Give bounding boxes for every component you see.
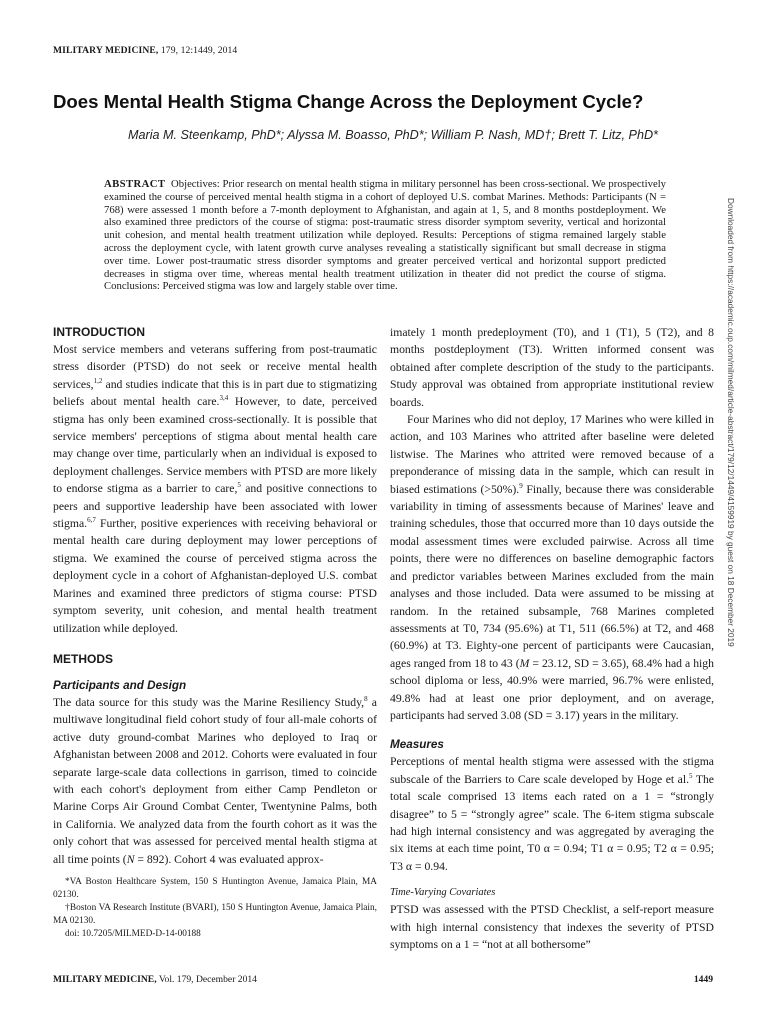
page-footer [53, 974, 713, 985]
participants-paragraph: The data source for this study was the Marine Resiliency Study,$^8$ a multiwave longitudinal field cohort study of four all-male cohorts of active duty ground-combat Marines who deployed to Iraq or Afghanistan between 2008 and 2012. Cohorts were evaluated in four separate large-scale data collections in garrison, timed to coincide with each cohort's deployment from either Camp Pendleton or Marine Corps Air Ground Combat Center, Twentynine Palms, both in California. We analyzed data from the fourth cohort as it was the only cohort that was assessed for perceived mental health stigma at all time points (N = 892). Cohort 4 was evaluated approx- [53, 695, 377, 866]
covariates-paragraph: PTSD was assessed with the PTSD Checklist, a self-report measure with high internal consistency that indexes the severity of PTSD symptoms on a 1 = “not at all bothersome” [390, 903, 714, 951]
abstract-label: ABSTRACT [104, 178, 166, 190]
measures-paragraph: Perceptions of mental health stigma were assessed with the stigma subscale of the Barriers to Care scale developed by Hoge et al.$^5$ The total scale comprised 13 items each rated on a 1 = “strongly disagree” to 5 = “strongly agree” scale. The 6-item stigma subscale had high internal consistency and was aggregated by averaging the six items at each time point, T0 α = 0.94; T1 α = 0.95; T2 α = 0.95; T3 α = 0.94. [390, 755, 714, 873]
introduction-paragraph: Most service members and veterans suffering from post-traumatic stress disorder (PTSD) do not seek or receive mental health services,$^{1,2}$ and studies indicate that this is in part due to stigmatizing beliefs about mental health care.$^{3,4}$ However, to date, perceived stigma has only been examined cross-sectionally. It is possible that service members' perceptions of stigma about mental health care may change over time, particularly when an individual is exposed to deployment challenges. Service members with PTSD are more likely to endorse stigma as a barrier to care,$^5$ and positive connections to peers and supportive leadership have been associated with lower stigma.$^{6,7}$ Further, positive experiences with receiving behavioral or mental health care during deployment may lower perceptions of stigma. We examined the course of perceived stigma across the deployment cycle in a cohort of Afghanistan-deployed U.S. combat Marines and examined three predictors of stigma course: PTSD symptom severity, unit cohesion, and mental health treatment utilization while deployed. [53, 343, 377, 635]
abstract-text: Objectives: Prior research on mental health stigma in military personnel has been cross-sectional. We prospectively examined the course of perceived mental health stigma in a cohort of deployed U.S. combat Marines. Methods: Participants (N = 768) were assessed 1 month before a 7-month deployment to Afghanistan, and again at 1, 5, and 8 months postdeployment. We also examined three predictors of the course of stigma: post-traumatic stress disorder symptom severity, vertical and horizontal unit cohesion, and mental health treatment utilization while deployed. Results: Perceptions of stigma remained largely stable across the deployment cycle, with latent growth curve analyses revealing a statistically significant but small decrease in stigma over time. Lower post-traumatic stress disorder symptoms and greater perceived vertical and horizontal support predicted decreases in stigma over time, whereas mental health treatment utilization in theater did not predict the course of stigma. Conclusions: Perceived stigma was low and largely stable over time. [104, 178, 667, 293]
footnote-affiliation-2: †Boston VA Research Institute (BVARI), 150 S Huntington Avenue, Jamaica Plain, MA 02130. [53, 903, 377, 926]
abstract [104, 178, 666, 293]
sample-paragraph: Four Marines who did not deploy, 17 Marines who were killed in action, and 103 Marines who attrited after baseline were deleted listwise. The Marines who attrited were removed because of a preponderance of missing data in the sample, which can result in biased estimations (>50%).$^9$ Finally, because there was considerable variability in timing of assessments because of Marines' leave and training schedules, those that occurred more than 10 days outside the modal assessment times were excluded pairwise. Across all time points, there were no differences on baseline demographic factors and predictor variables between Marines excluded from the main analyses and those included. Data were assumed to be missing at random. In the retained subsample, 768 Marines completed assessments at T0, 734 (95.6%) at T1, 511 (66.5%) at T2, and 468 (60.9%) at T3. Eighty-one percent of participants were Caucasian, ages ranged from 18 to 43 (M = 23.12, SD = 3.65), 68.4% had a high school diploma or less, 40.9% were married, 96.7% were enlisted, 49.8% had at least one prior deployment, and on average, participants had served 3.08 (SD = 3.17) years in the military. [390, 413, 714, 722]
footer-journal: MILITARY MEDICINE, [53, 974, 157, 985]
running-header [53, 45, 237, 56]
column-left [53, 324, 377, 868]
page-number: 1449 [693, 974, 713, 985]
doi: doi: 10.7205/MILMED-D-14-00188 [65, 929, 201, 939]
design-paragraph: imately 1 month predeployment (T0), and 1 (T1), 5 (T2), and 8 months postdeployment (T3). Written informed consent was obtained after complete description of the study to the participants. Study approval was obtained from appropriate institutional review boards. [390, 326, 714, 409]
methods-heading: METHODS [53, 651, 113, 666]
download-watermark: Downloaded from https://academic.oup.com/milmed/article-abstract/179/12/1449/4159919 by guest on 18 December 2019 [726, 198, 736, 647]
introduction-heading: INTRODUCTION [53, 325, 145, 339]
article-title: Does Mental Health Stigma Change Across the Deployment Cycle? [53, 91, 644, 112]
journal-name: MILITARY MEDICINE, [53, 45, 159, 56]
participants-heading: Participants and Design [53, 678, 187, 692]
covariates-heading: Time-Varying Covariates [390, 887, 496, 899]
citation: 179, 12:1449, 2014 [158, 45, 238, 56]
measures-heading: Measures [390, 738, 444, 752]
footer-issue: Vol. 179, December 2014 [156, 974, 257, 985]
footnotes [53, 876, 377, 941]
footnote-affiliation-1: *VA Boston Healthcare System, 150 S Huntington Avenue, Jamaica Plain, MA 02130. [53, 877, 377, 900]
author-list: Maria M. Steenkamp, PhD*; Alyssa M. Boasso, PhD*; William P. Nash, MD†; Brett T. Litz, PhD* [128, 128, 658, 142]
column-right [390, 324, 714, 953]
